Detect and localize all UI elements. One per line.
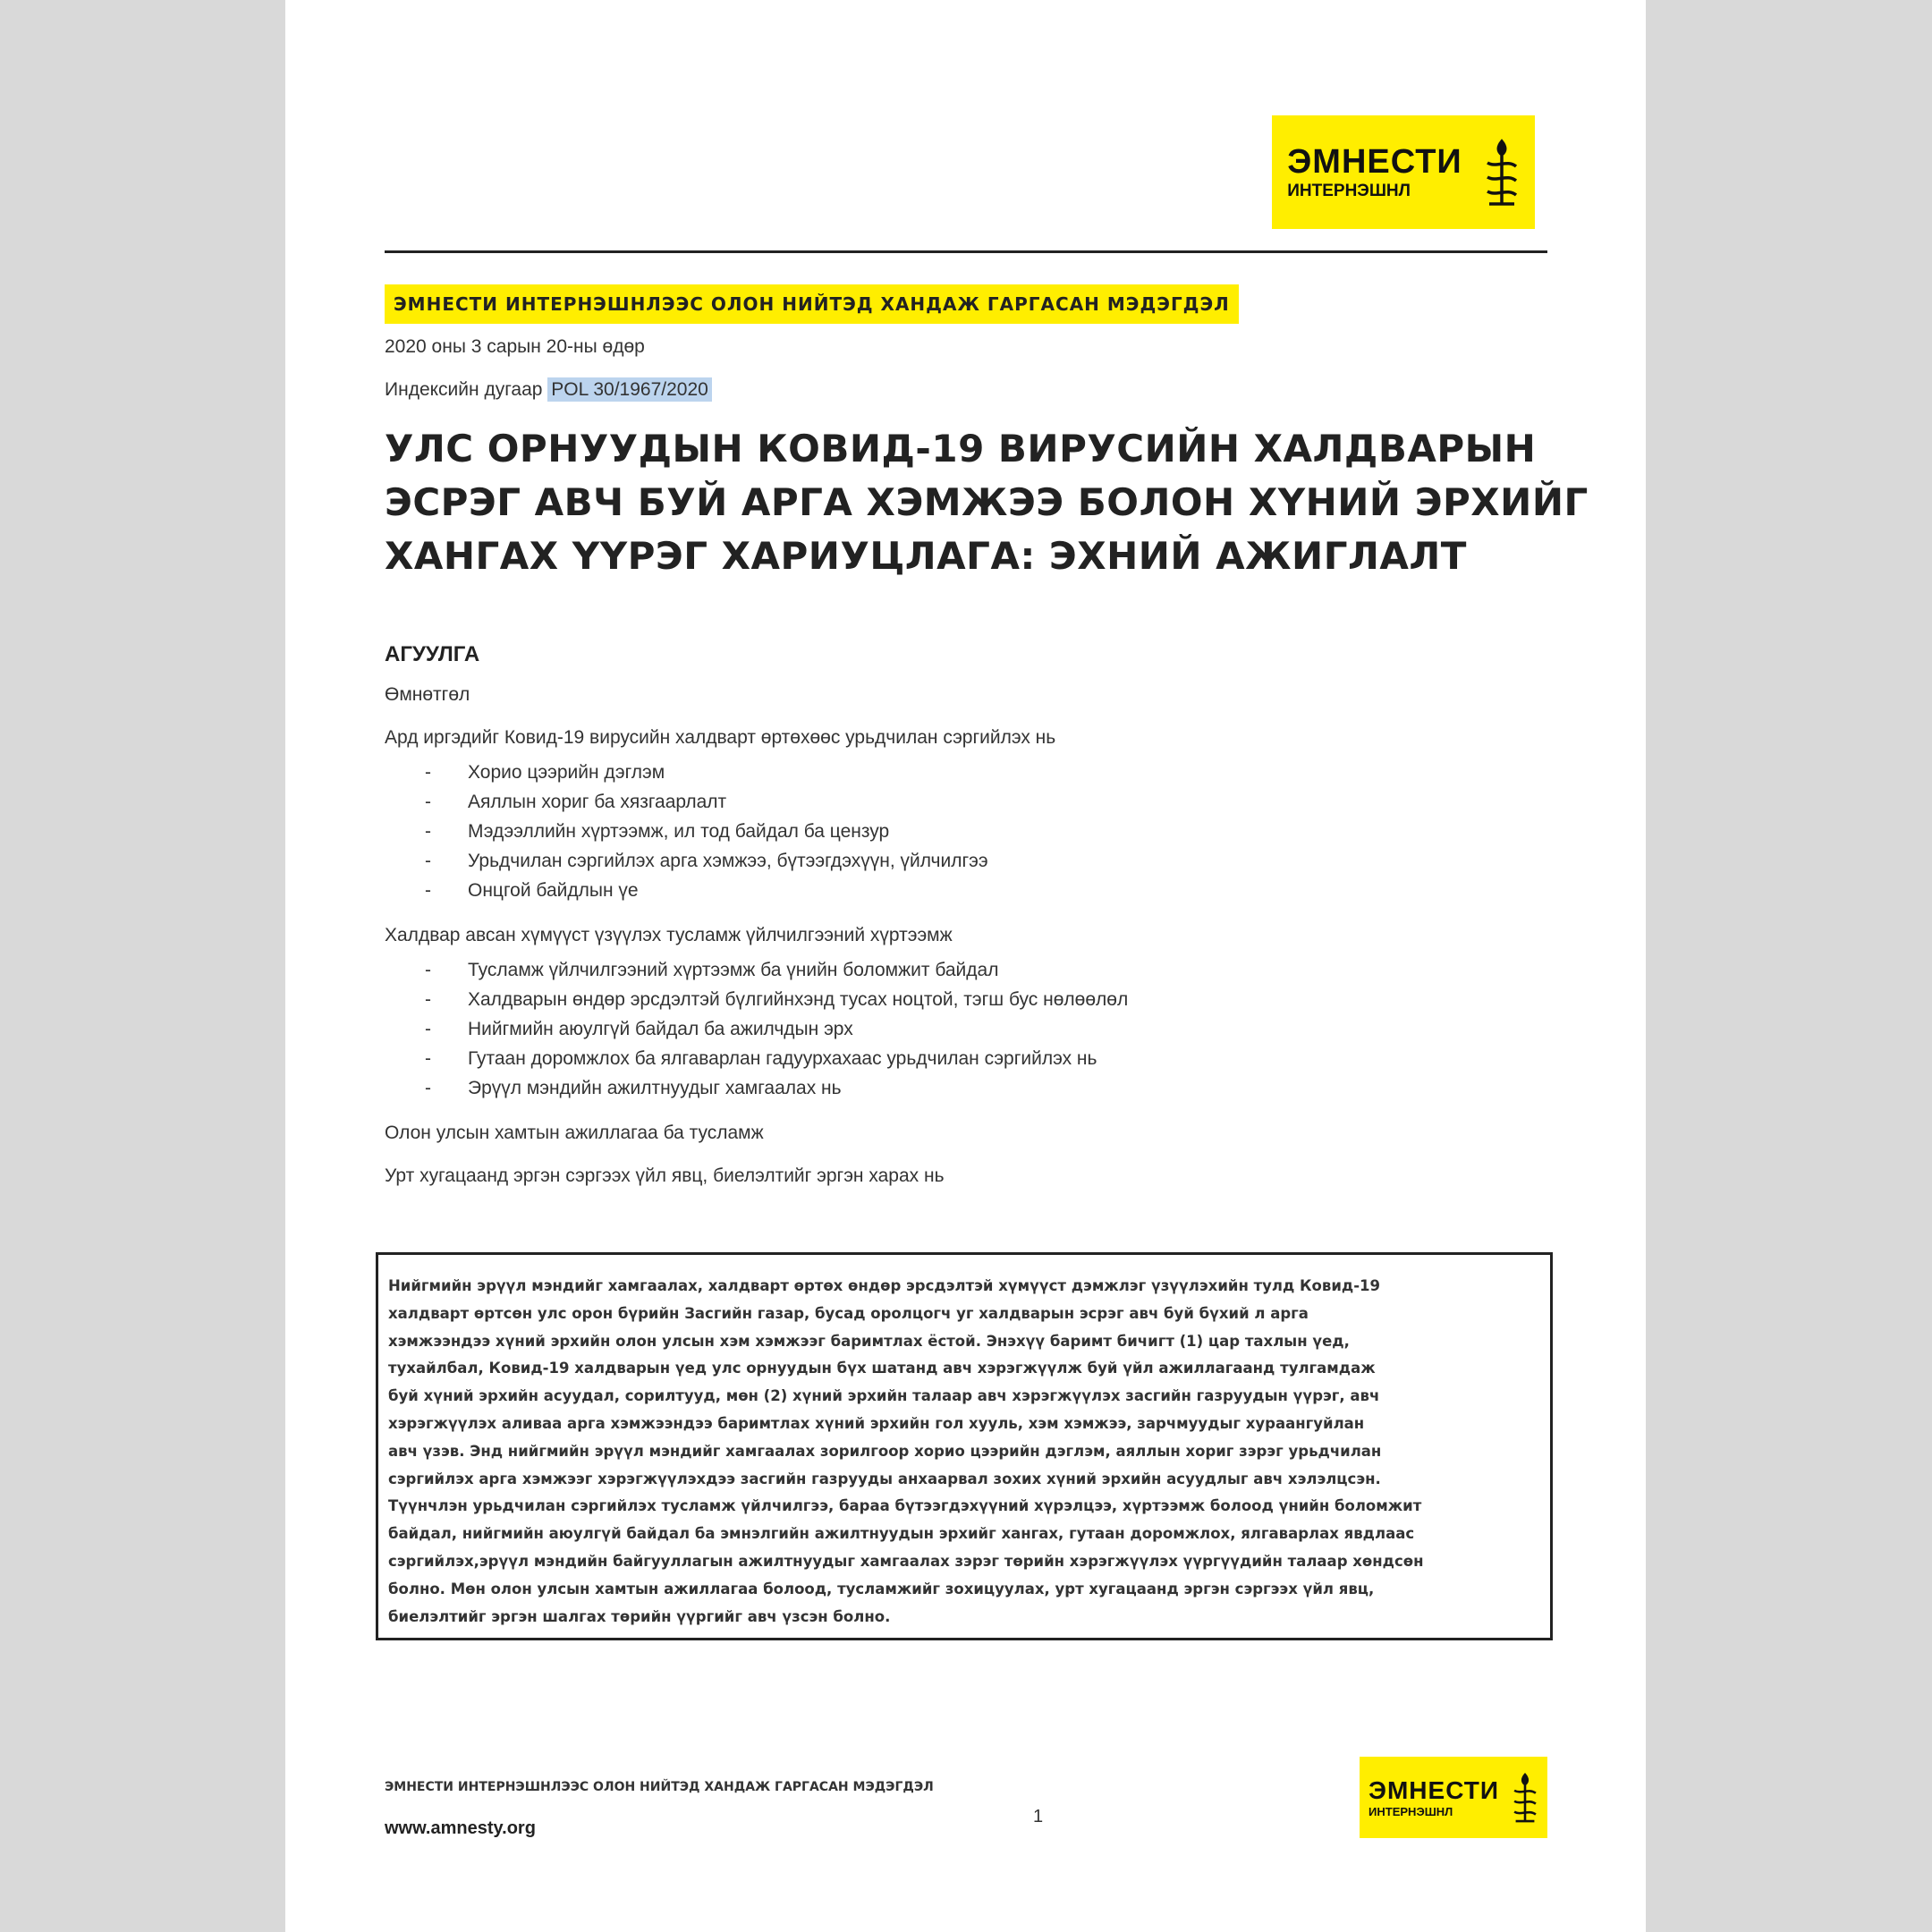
toc-subitem: - Халдварын өндөр эрсдэлтэй бүлгийнхэнд тусах ноцтой, тэгш бус нөлөөлөл bbox=[425, 989, 1129, 1010]
toc-subitem: - Хорио цээрийн дэглэм bbox=[425, 762, 665, 783]
toc-item: Ард иргэдийг Ковид-19 вирусийн халдварт өртөхөөс урьдчилан сэргийлэх нь bbox=[385, 727, 1056, 748]
index-label: Индексийн дугаар bbox=[385, 379, 543, 400]
toc-item: Халдвар авсан хүмүүст үзүүлэх тусламж үйлчилгээний хүртээмж bbox=[385, 925, 953, 945]
toc-sublist bbox=[385, 955, 1458, 1103]
title-line: ЭСРЭГ АВЧ БУЙ АРГА ХЭМЖЭЭ БОЛОН ХҮНИЙ ЭРХИЙГ bbox=[385, 480, 1589, 524]
summary-line: биелэлтийг эргэн шалгах төрийн үүргийг авч үзсэн болно. bbox=[388, 1607, 891, 1625]
toc-subitem: - Аяллын хориг ба хязгаарлалт bbox=[425, 792, 727, 812]
summary-line: сэргийлэх арга хэмжээг хэрэгжүүлэхдээ засгийн газрууды анхаарвал зохих хүний эрхийн асуудлыг авч хэлэлцсэн. bbox=[388, 1470, 1381, 1487]
summary-line: Түүнчлэн урьдчилан сэргийлэх тусламж үйлчилгээ, бараа бүтээгдэхүүний хүрэлцээ, хүртээмж болоод үнийн боломжит bbox=[388, 1497, 1422, 1515]
logo-line2: ИНТЕРНЭШНЛ bbox=[1287, 182, 1411, 200]
toc-subitem: - Онцгой байдлын үе bbox=[425, 880, 639, 901]
summary-line: сэргийлэх,эрүүл мэндийн байгууллагын ажилтнуудыг хамгаалах зэрэг төрийн хэрэгжүүлэх үүргүүдийн талаар хөндсөн bbox=[388, 1552, 1424, 1570]
toc-item: Олон улсын хамтын ажиллагаа ба тусламж bbox=[385, 1123, 764, 1143]
toc-item: Өмнөтгөл bbox=[385, 684, 470, 705]
page-number: 1 bbox=[1033, 1807, 1044, 1826]
table-of-contents bbox=[385, 684, 1458, 1208]
summary-line: тухайлбал, Ковид-19 халдварын үед улс орнуудын бүх шатанд авч хэрэгжүүлж буй үйл ажиллагаанд тулгамдаж bbox=[388, 1360, 1376, 1377]
title-line: УЛС ОРНУУДЫН КОВИД-19 ВИРУСИЙН ХАЛДВАРЫН bbox=[385, 427, 1537, 470]
summary-line: хэрэгжүүлэх аливаа арга хэмжээндээ баримтлах хүний эрхийн гол хууль, хэм хэмжээ, зарчмуудыг хураангуйлан bbox=[388, 1414, 1365, 1432]
document-date: 2020 оны 3 сарын 20-ны өдөр bbox=[385, 336, 645, 357]
logo-line1: ЭМНЕСТИ bbox=[1368, 1775, 1499, 1804]
summary-line: хэмжээндээ хүний эрхийн олон улсын хэм хэмжээг баримтлах ёстой. Энэхүү баримт бичигт (1) цар тахлын үед, bbox=[388, 1332, 1350, 1350]
footer-statement: ЭМНЕСТИ ИНТЕРНЭШНЛЭЭС ОЛОН НИЙТЭД ХАНДАЖ ГАРГАСАН МЭДЭГДЭЛ bbox=[385, 1780, 934, 1794]
index-number: POL 30/1967/2020 bbox=[547, 377, 712, 402]
logo-line2: ИНТЕРНЭШНЛ bbox=[1368, 1804, 1453, 1818]
summary-line: халдварт өртсөн улс орон бүрийн Засгийн газар, бусад оролцогч уг халдварын эсрэг авч буй бүхий л арга bbox=[388, 1304, 1309, 1322]
summary-box bbox=[376, 1252, 1553, 1640]
footer-url-link[interactable]: www.amnesty.org bbox=[385, 1818, 536, 1838]
toc-subitem: - Урьдчилан сэргийлэх арга хэмжээ, бүтээгдэхүүн, үйлчилгээ bbox=[425, 851, 988, 871]
statement-type-banner: ЭМНЕСТИ ИНТЕРНЭШНЛЭЭС ОЛОН НИЙТЭД ХАНДАЖ ГАРГАСАН МЭДЭГДЭЛ bbox=[385, 284, 1239, 324]
document-page bbox=[285, 0, 1646, 1932]
candle-barbed-wire-icon bbox=[1484, 138, 1520, 208]
amnesty-logo-bottom bbox=[1360, 1757, 1547, 1838]
document-title bbox=[385, 422, 1589, 583]
logo-line1: ЭМНЕСТИ bbox=[1287, 143, 1462, 181]
amnesty-logo-top bbox=[1272, 115, 1535, 229]
contents-heading: АГУУЛГА bbox=[385, 642, 480, 666]
summary-line: Нийгмийн эрүүл мэндийг хамгаалах, халдварт өртөх өндөр эрсдэлтэй хүмүүст дэмжлэг үзүүлэхийн тулд Ковид-19 bbox=[388, 1277, 1381, 1294]
toc-sublist bbox=[385, 758, 1458, 905]
index-line bbox=[385, 379, 712, 401]
candle-barbed-wire-icon bbox=[1512, 1772, 1538, 1824]
toc-subitem: - Гутаан доромжлох ба ялгаварлан гадуурхахаас урьдчилан сэргийлэх нь bbox=[425, 1048, 1097, 1069]
summary-line: авч үзэв. Энд нийгмийн эрүүл мэндийг хамгаалах зорилгоор хорио цээрийн дэглэм, аяллын хориг зэрэг урьдчилан bbox=[388, 1442, 1382, 1460]
toc-subitem: - Тусламж үйлчилгээний хүртээмж ба үнийн боломжит байдал bbox=[425, 960, 999, 980]
toc-item: Урт хугацаанд эргэн сэргээх үйл явц, биелэлтийг эргэн харах нь bbox=[385, 1165, 945, 1186]
summary-line: байдал, нийгмийн аюулгүй байдал ба эмнэлгийн ажилтнуудын эрхийг хангах, гутаан доромжлох, ялгаварлах явдлаас bbox=[388, 1525, 1415, 1543]
toc-subitem: - Эрүүл мэндийн ажилтнуудыг хамгаалах нь bbox=[425, 1078, 842, 1098]
title-line: ХАНГАХ ҮҮРЭГ ХАРИУЦЛАГА: ЭХНИЙ АЖИГЛАЛТ bbox=[385, 534, 1467, 578]
header-divider bbox=[385, 250, 1547, 253]
summary-line: буй хүний эрхийн асуудал, сорилтууд, мөн (2) хүний эрхийн талаар авч хэрэгжүүлэх засгийн газруудын үүрэг, авч bbox=[388, 1387, 1380, 1405]
summary-line: болно. Мөн олон улсын хамтын ажиллагаа болоод, тусламжийг зохицуулах, урт хугацаанд эргэн сэргээх үйл явц, bbox=[388, 1580, 1375, 1597]
toc-subitem: - Нийгмийн аюулгүй байдал ба ажилчдын эрх bbox=[425, 1019, 853, 1039]
toc-subitem: - Мэдээллийн хүртээмж, ил тод байдал ба цензур bbox=[425, 821, 890, 842]
